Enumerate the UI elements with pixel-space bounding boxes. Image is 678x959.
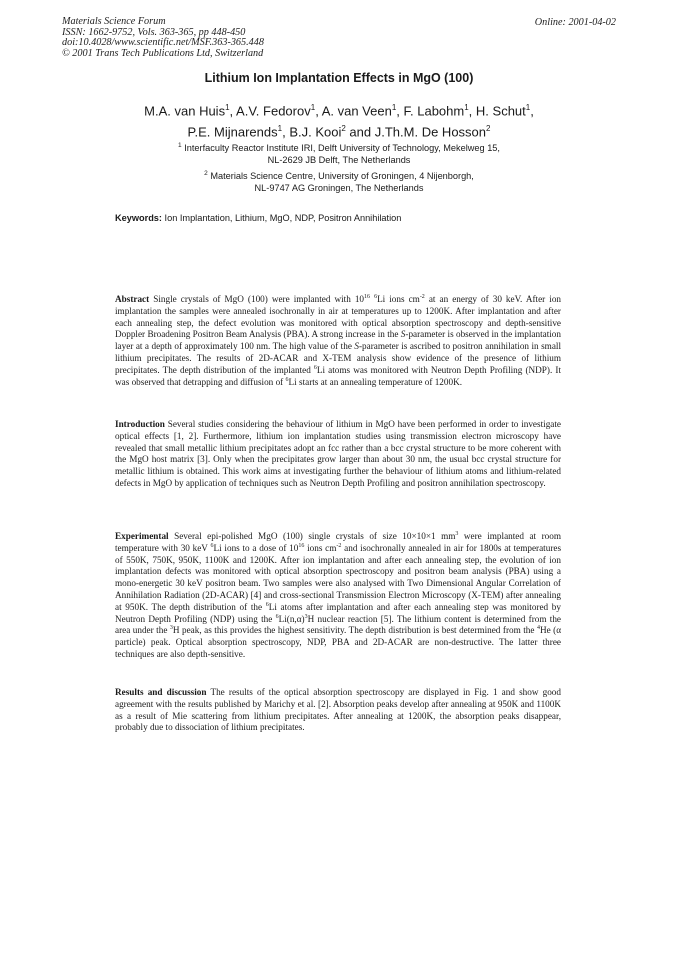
experimental-text: H peak, as this provides the highest sensitivity. The depth distribution is best determined from the xyxy=(172,625,535,636)
superscript: 4 xyxy=(536,625,540,632)
superscript: 6 xyxy=(285,376,289,383)
superscript: 6 xyxy=(210,542,214,549)
affiliation-2 xyxy=(0,168,678,195)
affil-mark: 2 xyxy=(204,170,208,177)
experimental-heading: Experimental xyxy=(115,531,169,541)
affiliation-1 xyxy=(0,140,678,167)
keywords xyxy=(115,213,401,223)
affil-1-line-2: NL-2629 JB Delft, The Netherlands xyxy=(267,155,411,166)
superscript: 6 xyxy=(313,364,317,371)
experimental-text: H nuclear reaction [5]. The lithium content is determined from the area under the xyxy=(115,613,562,636)
experimental-text: and isochronally annealed in air for 1800s at temperatures of 550K, 750K, 950K, 1100K and 1200K. After ion implantation and after each annealing step, the evolution of ion implantation defects was monitored with optical absorption spectroscopy and positron beam analysis (PBA) using a mono-energetic 30 keV positron beam. Two samples were also analysed with Two Dimensional Angular Correlation of Annihilation Radiation (2D-ACAR) [4] and cross-sectional Transmission Electron Microscopy (X-TEM) after annealing at 950K. The depth distribution of the xyxy=(115,542,562,612)
author-affil-mark: 1 xyxy=(225,103,230,112)
author-list xyxy=(0,99,678,141)
journal-name: Materials Science Forum xyxy=(62,16,166,27)
results-paragraph xyxy=(115,687,561,734)
author: A. van Veen xyxy=(321,103,392,119)
experimental-paragraph xyxy=(115,531,561,661)
abstract-paragraph xyxy=(115,294,561,388)
experimental-text: Li(n,α) xyxy=(278,613,305,624)
affil-2-line-2: NL-9747 AG Groningen, The Netherlands xyxy=(254,183,424,194)
keywords-text: Ion Implantation, Lithium, MgO, NDP, Positron Annihilation xyxy=(164,213,402,223)
superscript: 3 xyxy=(169,625,173,632)
author-conjunction: and xyxy=(349,124,372,140)
abstract-text: Li starts at an annealing temperature of 1200K. xyxy=(288,376,463,387)
superscript: 3 xyxy=(304,613,308,620)
paper-title: Lithium Ion Implantation Effects in MgO (100) xyxy=(204,71,474,85)
author-affil-mark: 2 xyxy=(486,123,491,133)
abstract-text: at an energy of 30 keV. After ion implantation the samples were annealed isochronally in air at temperatures up to 1200K. After implantation and after each annealing step, the defect evolution was monitored with optical absorption spectroscopy and depth-sensitive Doppler Broadening Positron Beam Analysis (PBA). A strong increase in the xyxy=(115,294,562,340)
superscript: -2 xyxy=(419,293,425,300)
superscript: 6 xyxy=(374,293,378,300)
experimental-text: Li ions to a dose of 10 xyxy=(213,542,299,553)
author-line-2: P.E. Mijnarends$^1$, B.J. Kooi$^2$ and J.Th.M. De Hosson$^2$ xyxy=(187,123,491,140)
introduction-heading: Introduction xyxy=(115,419,165,429)
doi-line: doi:10.4028/www.scientific.net/MSF.363-365.448 xyxy=(62,37,264,49)
abstract-text: -parameter is observed in the implantation layer at a depth of approximately 100 nm. The high value of the xyxy=(115,329,561,352)
author-affil-mark: 1 xyxy=(464,103,469,112)
journal-header xyxy=(62,17,264,59)
abstract-text: Li ions cm xyxy=(377,294,420,304)
author: A.V. Fedorov xyxy=(236,103,311,119)
s-parameter-symbol: S xyxy=(400,329,406,340)
experimental-text: Li atoms after implantation and after each annealing step was monitored by Neutron Depth Profiling (NDP) using the xyxy=(115,601,561,624)
affil-2-line-1: Materials Science Centre, University of Groningen, 4 Nijenborgh, xyxy=(210,171,474,182)
introduction-paragraph xyxy=(115,419,561,490)
s-parameter-symbol: S xyxy=(354,341,359,352)
results-text: The results of the optical absorption spectroscopy are displayed in Fig. 1 and show good agreement with the results published by Marichy et al. [2]. Absorption peaks develop after annealing at 950K and 1100K as a result of Mie scattering from lithium precipitates. After annealing at 1200K, the absorption peaks disappear, probably due to dissociation of lithium precipitates. xyxy=(115,687,561,733)
author: J.Th.M. De Hosson xyxy=(374,124,487,140)
abstract-text: -parameter is ascribed to positron annihilation in small lithium precipitates. The results of 2D-ACAR and X-TEM analysis show evidence of the presence of lithium precipitates. The depth distribution of the implanted xyxy=(115,341,562,375)
author: B.J. Kooi xyxy=(289,124,342,140)
superscript: 16 xyxy=(298,542,305,549)
superscript: 6 xyxy=(275,613,279,620)
author-affil-mark: 1 xyxy=(310,103,316,112)
author: M.A. van Huis xyxy=(144,103,226,119)
affil-1-line-1: Interfaculty Reactor Institute IRI, Delft University of Technology, Mekelweg 15, xyxy=(184,143,500,154)
abstract-heading: Abstract xyxy=(115,294,150,304)
superscript: 6 xyxy=(265,601,269,608)
experimental-text: He (α particle) peak. Optical absorption spectroscopy, NDP, PBA and 2D-ACAR are non-destructive. The latter three techniques are also depth-sensitive. xyxy=(115,625,562,659)
author-line-1: M.A. van Huis$^1$, A.V. Fedorov$^1$, A. van Veen$^1$, F. Labohm$^1$, H. Schut$^1$, xyxy=(144,103,534,119)
online-date: Online: 2001-04-02 xyxy=(534,17,616,28)
keywords-label: Keywords: xyxy=(115,213,162,223)
author-affil-mark: 2 xyxy=(341,123,346,133)
experimental-text: Several epi-polished MgO (100) single crystals of size 10×10×1 mm xyxy=(174,531,456,541)
results-heading: Results and discussion xyxy=(115,687,207,697)
copyright-line: © 2001 Trans Tech Publications Ltd, Switzerland xyxy=(62,47,264,59)
abstract-text: Single crystals of MgO (100) were implanted with 10 xyxy=(153,294,365,304)
author: F. Labohm xyxy=(403,103,465,119)
superscript: 3 xyxy=(455,530,459,537)
experimental-text: ions cm xyxy=(307,542,337,553)
abstract-text: Li atoms was monitored with Neutron Depth Profiling (NDP). It was observed that detrapping and diffusion of xyxy=(115,364,561,387)
author-affil-mark: 1 xyxy=(277,123,283,133)
author: H. Schut xyxy=(475,103,526,119)
experimental-text: were implanted at room temperature with 30 keV xyxy=(115,531,561,553)
superscript: -2 xyxy=(336,542,342,549)
introduction-text: Several studies considering the behaviour of lithium in MgO have been performed in order to investigate optical effects [1, 2]. Furthermore, lithium ion implantation studies using transmission electron microscopy have revealed that small metallic lithium precipitates adopt an fcc rather than a bcc crystal structure to be more coherent with the MgO host matrix [3]. Only when the precipitates grow larger than about 30 nm, the usual bcc crystal structure for metallic lithium is obtained. This work aims at investigating further the behaviour of lithium atoms and lithium-related defects in MgO by application of techniques such as Neutron Depth Profiling and positron annihilation spectroscopy. xyxy=(115,419,561,488)
superscript: 16 xyxy=(364,293,371,300)
author-affil-mark: 1 xyxy=(391,103,397,112)
affil-mark: 1 xyxy=(178,142,182,149)
author-affil-mark: 1 xyxy=(525,103,531,112)
issn-line: ISSN: 1662-9752, Vols. 363-365, pp 448-450 xyxy=(62,26,246,38)
author: P.E. Mijnarends xyxy=(187,124,278,140)
